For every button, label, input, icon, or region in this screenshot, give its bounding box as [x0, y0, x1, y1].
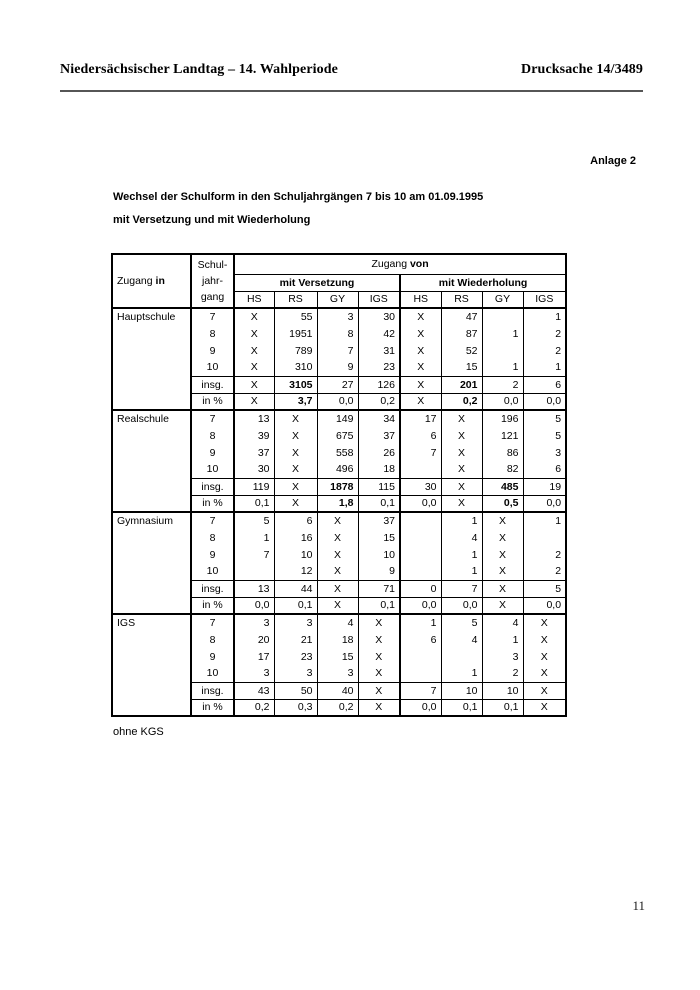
- value-cell: 2: [523, 563, 566, 580]
- value-cell: X: [400, 308, 441, 325]
- table-row: [112, 410, 566, 427]
- value-cell: [234, 563, 274, 580]
- value-cell: 201: [441, 376, 482, 393]
- value-cell: X: [400, 342, 441, 359]
- value-cell: 0,0: [441, 597, 482, 614]
- value-cell: 15: [358, 529, 400, 546]
- value-cell: 16: [274, 529, 317, 546]
- subheader-igs-versetzung: IGS: [358, 291, 400, 308]
- grade-cell: 9: [191, 648, 234, 665]
- value-cell: 4: [441, 529, 482, 546]
- value-cell: 5: [234, 512, 274, 529]
- value-cell: 0,1: [274, 597, 317, 614]
- value-cell: [482, 342, 523, 359]
- value-cell: 3: [523, 444, 566, 461]
- value-cell: 87: [441, 325, 482, 342]
- value-cell: X: [274, 427, 317, 444]
- value-cell: X: [274, 444, 317, 461]
- grade-cell: 9: [191, 444, 234, 461]
- value-cell: 0,0: [317, 393, 358, 410]
- value-cell: 20: [234, 631, 274, 648]
- value-cell: 1: [441, 665, 482, 682]
- value-cell: X: [317, 563, 358, 580]
- value-cell: 149: [317, 410, 358, 427]
- zugang-in-normal: Zugang: [117, 275, 156, 287]
- value-cell: 6: [523, 461, 566, 478]
- subheader-gy-wiederholung: GY: [482, 291, 523, 308]
- grade-cell: 8: [191, 631, 234, 648]
- table-body: [112, 308, 566, 716]
- value-cell: X: [358, 682, 400, 699]
- value-cell: 3: [317, 665, 358, 682]
- value-cell: 17: [400, 410, 441, 427]
- value-cell: 675: [317, 427, 358, 444]
- value-cell: 52: [441, 342, 482, 359]
- value-cell: X: [441, 495, 482, 512]
- value-cell: 0,0: [482, 393, 523, 410]
- value-cell: 485: [482, 478, 523, 495]
- value-cell: 5: [523, 427, 566, 444]
- value-cell: 0,5: [482, 495, 523, 512]
- value-cell: 0,1: [234, 495, 274, 512]
- value-cell: 3: [234, 614, 274, 631]
- grade-cell: insg.: [191, 580, 234, 597]
- value-cell: 0,2: [234, 699, 274, 716]
- value-cell: 71: [358, 580, 400, 597]
- value-cell: X: [523, 614, 566, 631]
- value-cell: 7: [441, 580, 482, 597]
- value-cell: X: [274, 410, 317, 427]
- grade-cell: 7: [191, 614, 234, 631]
- value-cell: X: [234, 308, 274, 325]
- subheader-hs-wiederholung: HS: [400, 291, 441, 308]
- subheader-rs-versetzung: RS: [274, 291, 317, 308]
- value-cell: 34: [358, 410, 400, 427]
- value-cell: 30: [234, 461, 274, 478]
- value-cell: 40: [317, 682, 358, 699]
- value-cell: 37: [234, 444, 274, 461]
- value-cell: 3: [317, 308, 358, 325]
- value-cell: X: [441, 444, 482, 461]
- value-cell: X: [441, 478, 482, 495]
- value-cell: 1: [441, 512, 482, 529]
- value-cell: X: [274, 478, 317, 495]
- value-cell: X: [482, 563, 523, 580]
- grade-cell: in %: [191, 597, 234, 614]
- value-cell: X: [358, 631, 400, 648]
- value-cell: 30: [400, 478, 441, 495]
- value-cell: 789: [274, 342, 317, 359]
- column-header-zugang-von: [234, 254, 566, 274]
- value-cell: [400, 546, 441, 563]
- value-cell: X: [441, 461, 482, 478]
- value-cell: X: [317, 529, 358, 546]
- value-cell: 4: [441, 631, 482, 648]
- value-cell: 2: [523, 325, 566, 342]
- value-cell: X: [441, 410, 482, 427]
- schuljahrgang-line3: gang: [200, 291, 225, 303]
- annex-label: Anlage 2: [590, 155, 636, 167]
- grade-cell: insg.: [191, 478, 234, 495]
- value-cell: 0,0: [523, 597, 566, 614]
- value-cell: 1: [482, 631, 523, 648]
- value-cell: 3: [274, 665, 317, 682]
- value-cell: 1878: [317, 478, 358, 495]
- value-cell: 0,2: [317, 699, 358, 716]
- zugang-von-bold: von: [409, 258, 429, 271]
- value-cell: X: [523, 665, 566, 682]
- grade-cell: 10: [191, 563, 234, 580]
- value-cell: 6: [400, 427, 441, 444]
- value-cell: X: [317, 512, 358, 529]
- value-cell: 0,2: [441, 393, 482, 410]
- zugang-in-bold: in: [155, 275, 165, 287]
- value-cell: 18: [358, 461, 400, 478]
- grade-cell: in %: [191, 393, 234, 410]
- value-cell: 2: [523, 546, 566, 563]
- value-cell: 15: [317, 648, 358, 665]
- value-cell: [523, 529, 566, 546]
- value-cell: 7: [317, 342, 358, 359]
- value-cell: 115: [358, 478, 400, 495]
- value-cell: 1: [523, 359, 566, 376]
- value-cell: 15: [441, 359, 482, 376]
- value-cell: 310: [274, 359, 317, 376]
- value-cell: X: [274, 461, 317, 478]
- grade-cell: 7: [191, 512, 234, 529]
- value-cell: [400, 529, 441, 546]
- value-cell: 3: [234, 665, 274, 682]
- value-cell: X: [358, 665, 400, 682]
- value-cell: 10: [358, 546, 400, 563]
- value-cell: X: [482, 597, 523, 614]
- schulform-change-table: [111, 253, 567, 717]
- value-cell: 5: [523, 580, 566, 597]
- row-group-label: IGS: [112, 614, 191, 716]
- value-cell: 55: [274, 308, 317, 325]
- value-cell: 196: [482, 410, 523, 427]
- value-cell: 3105: [274, 376, 317, 393]
- value-cell: 82: [482, 461, 523, 478]
- value-cell: 0,0: [523, 495, 566, 512]
- value-cell: 4: [482, 614, 523, 631]
- running-head-right: Drucksache 14/3489: [521, 62, 643, 77]
- value-cell: X: [400, 376, 441, 393]
- value-cell: X: [441, 427, 482, 444]
- document-title: [113, 186, 483, 232]
- subheader-hs-versetzung: HS: [234, 291, 274, 308]
- grade-cell: 8: [191, 325, 234, 342]
- value-cell: X: [523, 631, 566, 648]
- value-cell: 2: [482, 376, 523, 393]
- running-head-left: Niedersächsischer Landtag – 14. Wahlperiode: [60, 62, 338, 77]
- value-cell: 0,0: [400, 495, 441, 512]
- table-header-row-1: [112, 254, 566, 274]
- column-header-zugang-in: [112, 254, 191, 308]
- grade-cell: 8: [191, 427, 234, 444]
- value-cell: 2: [523, 342, 566, 359]
- subheader-gy-versetzung: GY: [317, 291, 358, 308]
- table-row: [112, 614, 566, 631]
- value-cell: 23: [358, 359, 400, 376]
- value-cell: X: [358, 699, 400, 716]
- value-cell: 47: [441, 308, 482, 325]
- value-cell: X: [523, 682, 566, 699]
- value-cell: 1: [523, 308, 566, 325]
- value-cell: X: [234, 376, 274, 393]
- value-cell: 0,0: [400, 699, 441, 716]
- value-cell: 9: [317, 359, 358, 376]
- row-group-label: Realschule: [112, 410, 191, 512]
- value-cell: 26: [358, 444, 400, 461]
- value-cell: [400, 648, 441, 665]
- value-cell: 37: [358, 427, 400, 444]
- value-cell: 0,1: [482, 699, 523, 716]
- grade-cell: in %: [191, 495, 234, 512]
- row-group-label: Hauptschule: [112, 308, 191, 410]
- value-cell: X: [234, 393, 274, 410]
- value-cell: [400, 461, 441, 478]
- grade-cell: 7: [191, 308, 234, 325]
- value-cell: 1: [400, 614, 441, 631]
- value-cell: 43: [234, 682, 274, 699]
- value-cell: 6: [274, 512, 317, 529]
- document-title-line2: mit Versetzung und mit Wiederholung: [113, 214, 311, 226]
- grade-cell: in %: [191, 699, 234, 716]
- value-cell: 10: [274, 546, 317, 563]
- value-cell: X: [234, 342, 274, 359]
- grade-cell: 10: [191, 461, 234, 478]
- grade-cell: 10: [191, 665, 234, 682]
- value-cell: 3,7: [274, 393, 317, 410]
- value-cell: 23: [274, 648, 317, 665]
- value-cell: X: [317, 597, 358, 614]
- schuljahrgang-line1: Schul-: [197, 259, 228, 271]
- value-cell: X: [274, 495, 317, 512]
- value-cell: 19: [523, 478, 566, 495]
- value-cell: 1: [523, 512, 566, 529]
- column-header-schuljahrgang: [191, 254, 234, 308]
- value-cell: 1: [441, 563, 482, 580]
- table-container: [111, 253, 567, 717]
- value-cell: 86: [482, 444, 523, 461]
- value-cell: 6: [400, 631, 441, 648]
- value-cell: 496: [317, 461, 358, 478]
- value-cell: 10: [482, 682, 523, 699]
- value-cell: 8: [317, 325, 358, 342]
- value-cell: 50: [274, 682, 317, 699]
- value-cell: 3: [482, 648, 523, 665]
- grade-cell: insg.: [191, 682, 234, 699]
- table-row: [112, 512, 566, 529]
- value-cell: 0,0: [234, 597, 274, 614]
- value-cell: 1951: [274, 325, 317, 342]
- value-cell: [482, 308, 523, 325]
- value-cell: X: [234, 359, 274, 376]
- value-cell: [400, 512, 441, 529]
- value-cell: 558: [317, 444, 358, 461]
- value-cell: 126: [358, 376, 400, 393]
- value-cell: X: [482, 529, 523, 546]
- value-cell: X: [482, 512, 523, 529]
- header-rule: [60, 90, 643, 92]
- zugang-von-normal: Zugang: [371, 258, 410, 271]
- grade-cell: 8: [191, 529, 234, 546]
- value-cell: 3: [274, 614, 317, 631]
- table-row: [112, 308, 566, 325]
- value-cell: X: [482, 580, 523, 597]
- page-number: 11: [632, 898, 645, 913]
- value-cell: 10: [441, 682, 482, 699]
- grade-cell: 9: [191, 546, 234, 563]
- value-cell: 2: [482, 665, 523, 682]
- value-cell: 21: [274, 631, 317, 648]
- value-cell: 17: [234, 648, 274, 665]
- value-cell: 31: [358, 342, 400, 359]
- subheader-rs-wiederholung: RS: [441, 291, 482, 308]
- value-cell: X: [317, 546, 358, 563]
- group-header-mit-wiederholung: mit Wiederholung: [400, 274, 566, 291]
- value-cell: 0,0: [400, 597, 441, 614]
- group-header-mit-versetzung: mit Versetzung: [234, 274, 400, 291]
- value-cell: [400, 563, 441, 580]
- value-cell: 5: [441, 614, 482, 631]
- subheader-igs-wiederholung: IGS: [523, 291, 566, 308]
- value-cell: 1: [482, 325, 523, 342]
- value-cell: 12: [274, 563, 317, 580]
- value-cell: X: [358, 614, 400, 631]
- value-cell: 7: [400, 444, 441, 461]
- value-cell: 1: [482, 359, 523, 376]
- value-cell: 0,3: [274, 699, 317, 716]
- value-cell: 7: [400, 682, 441, 699]
- value-cell: 121: [482, 427, 523, 444]
- value-cell: [400, 665, 441, 682]
- value-cell: 0,1: [358, 597, 400, 614]
- grade-cell: 7: [191, 410, 234, 427]
- value-cell: 0,1: [441, 699, 482, 716]
- value-cell: 5: [523, 410, 566, 427]
- value-cell: 13: [234, 580, 274, 597]
- value-cell: 1: [441, 546, 482, 563]
- value-cell: 13: [234, 410, 274, 427]
- value-cell: X: [523, 648, 566, 665]
- value-cell: X: [523, 699, 566, 716]
- value-cell: 42: [358, 325, 400, 342]
- value-cell: 0,2: [358, 393, 400, 410]
- value-cell: X: [400, 359, 441, 376]
- value-cell: X: [234, 325, 274, 342]
- value-cell: 0,0: [523, 393, 566, 410]
- value-cell: 30: [358, 308, 400, 325]
- grade-cell: insg.: [191, 376, 234, 393]
- grade-cell: 10: [191, 359, 234, 376]
- value-cell: X: [400, 325, 441, 342]
- value-cell: X: [482, 546, 523, 563]
- document-title-line1: Wechsel der Schulform in den Schuljahrgängen 7 bis 10 am 01.09.1995: [113, 191, 484, 203]
- value-cell: 1: [234, 529, 274, 546]
- row-group-label: Gymnasium: [112, 512, 191, 614]
- value-cell: 0,1: [358, 495, 400, 512]
- value-cell: 1,8: [317, 495, 358, 512]
- value-cell: X: [358, 648, 400, 665]
- schuljahrgang-line2: jahr-: [201, 275, 223, 287]
- value-cell: X: [317, 580, 358, 597]
- value-cell: 6: [523, 376, 566, 393]
- footnote: ohne KGS: [113, 726, 164, 738]
- value-cell: 0: [400, 580, 441, 597]
- value-cell: 9: [358, 563, 400, 580]
- value-cell: 4: [317, 614, 358, 631]
- value-cell: 27: [317, 376, 358, 393]
- value-cell: 7: [234, 546, 274, 563]
- value-cell: 119: [234, 478, 274, 495]
- value-cell: 44: [274, 580, 317, 597]
- value-cell: 37: [358, 512, 400, 529]
- value-cell: 18: [317, 631, 358, 648]
- running-head: [60, 62, 643, 78]
- value-cell: [441, 648, 482, 665]
- value-cell: 39: [234, 427, 274, 444]
- grade-cell: 9: [191, 342, 234, 359]
- value-cell: X: [400, 393, 441, 410]
